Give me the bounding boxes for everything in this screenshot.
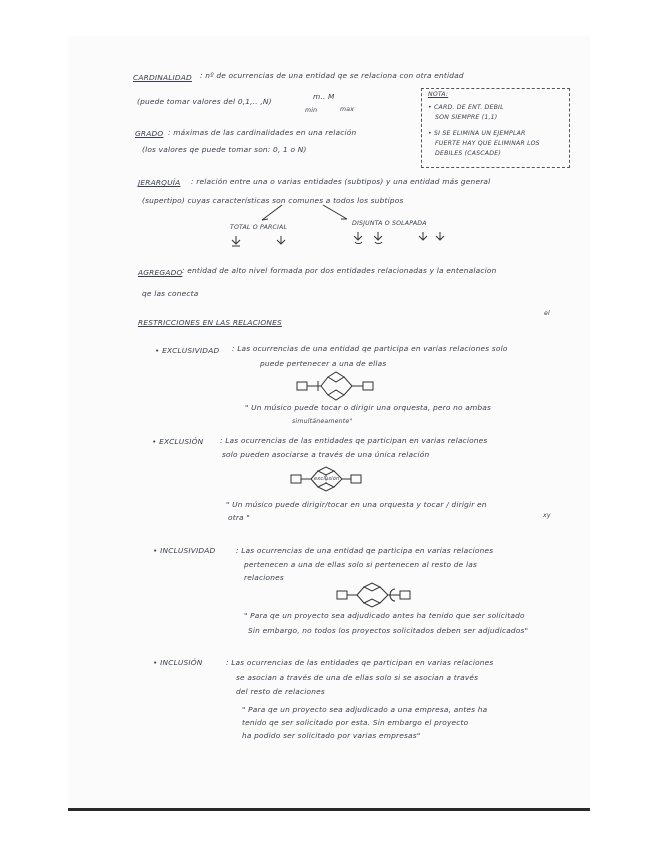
minmax-notation: m.. M xyxy=(313,92,335,101)
exclusion-title: • EXCLUSIÓN xyxy=(152,437,204,446)
restricciones-title: RESTRICCIONES EN LAS RELACIONES xyxy=(138,318,282,327)
jerarquia-disjunta-solapada: DISJUNTA O SOLAPADA xyxy=(352,220,427,227)
exclusion-definition-2: solo pueden asociarse a través de una única relación xyxy=(222,450,430,459)
inclusividad-definition-3: relaciones xyxy=(244,573,284,582)
exclusividad-title: • EXCLUSIVIDAD xyxy=(155,346,220,355)
inclusividad-definition-2: pertenecen a una de ellas solo si pertenecen al resto de las xyxy=(244,560,477,569)
jerarquia-definition-2: (supertipo) cuyas características son comunes a todos los subtipos xyxy=(142,196,404,205)
minmax-max: max xyxy=(340,106,355,113)
jerarquia-total-parcial: TOTAL O PARCIAL xyxy=(230,224,288,231)
grado-values: (los valores qe puede tomar son: 0, 1 o N) xyxy=(142,145,307,154)
inclusividad-example-2: Sin embargo, no todos los proyectos solicitados deben ser adjudicados" xyxy=(248,626,529,635)
nota-line: • SI SE ELIMINA UN EJEMPLAR xyxy=(428,130,526,137)
exclusividad-definition: : Las ocurrencias de una entidad qe participa en varias relaciones solo xyxy=(232,344,508,353)
inclusion-definition-2: se asocian a través de una de ellas solo si se asocian a través xyxy=(236,673,479,682)
inclusividad-definition: : Las ocurrencias de una entidad qe participa en varias relaciones xyxy=(236,546,494,555)
margin-mark: el xyxy=(544,310,550,317)
grado-title: GRADO xyxy=(135,129,164,138)
exclusion-example-2: otra " xyxy=(228,513,250,522)
exclusividad-definition-2: puede pertenecer a una de ellas xyxy=(260,359,387,368)
nota-line: SON SIEMPRE (1,1) xyxy=(435,114,498,121)
margin-mark: xy xyxy=(543,512,551,519)
exclusividad-example-2: simultáneamente" xyxy=(292,418,353,425)
grado-definition: : máximas de las cardinalidades en una relación xyxy=(168,128,357,137)
exclusividad-example: " Un músico puede tocar o dirigir una orquesta, pero no ambas xyxy=(245,403,492,412)
cardinalidad-definition: : nº de ocurrencias de una entidad qe se relaciona con otra entidad xyxy=(200,71,464,80)
inclusion-example-2: tenido qe ser solicitado por esta. Sin embargo el proyecto xyxy=(242,718,469,727)
inclusion-title: • INCLUSIÓN xyxy=(153,658,203,667)
jerarquia-title: JERARQUÍA xyxy=(138,178,181,187)
nota-title: NOTA: xyxy=(428,91,449,98)
exclusion-definition: : Las ocurrencias de las entidades qe participan en varias relaciones xyxy=(220,436,488,445)
agregado-definition: : entidad de alto nivel formada por dos entidades relacionadas y la entenalacion xyxy=(182,266,497,275)
inclusion-definition-3: del resto de relaciones xyxy=(236,687,325,696)
cardinalidad-title: CARDINALIDAD xyxy=(133,73,192,82)
inclusion-definition: : Las ocurrencias de las entidades qe participan en varias relaciones xyxy=(226,658,494,667)
inclusividad-title: • INCLUSIVIDAD xyxy=(153,546,216,555)
nota-line: DEBILES (CASCADE) xyxy=(435,150,501,157)
agregado-title: AGREGADO xyxy=(138,268,183,277)
cardinalidad-values: (puede tomar valores del 0,1,.. ,N) xyxy=(137,97,272,106)
inclusividad-example: " Para qe un proyecto sea adjudicado antes ha tenido que ser solicitado xyxy=(244,611,525,620)
nota-line: • CARD. DE ENT. DEBIL xyxy=(428,104,504,111)
agregado-definition-2: qe las conecta xyxy=(142,289,199,298)
inclusion-example: " Para qe un proyecto sea adjudicado a una empresa, antes ha xyxy=(242,705,488,714)
nota-line: FUERTE HAY QUE ELIMINAR LOS xyxy=(435,140,540,147)
exclusion-diagram-label: exclusión xyxy=(314,476,340,482)
exclusion-example: " Un músico puede dirigir/tocar en una orquesta y tocar / dirigir en xyxy=(226,500,487,509)
jerarquia-definition: : relación entre una o varias entidades (subtipos) y una entidad más general xyxy=(191,177,491,186)
minmax-min: min xyxy=(305,107,318,114)
inclusion-example-3: ha podido ser solicitado por varias empresas" xyxy=(242,731,421,740)
page-bottom-rule xyxy=(68,808,590,811)
